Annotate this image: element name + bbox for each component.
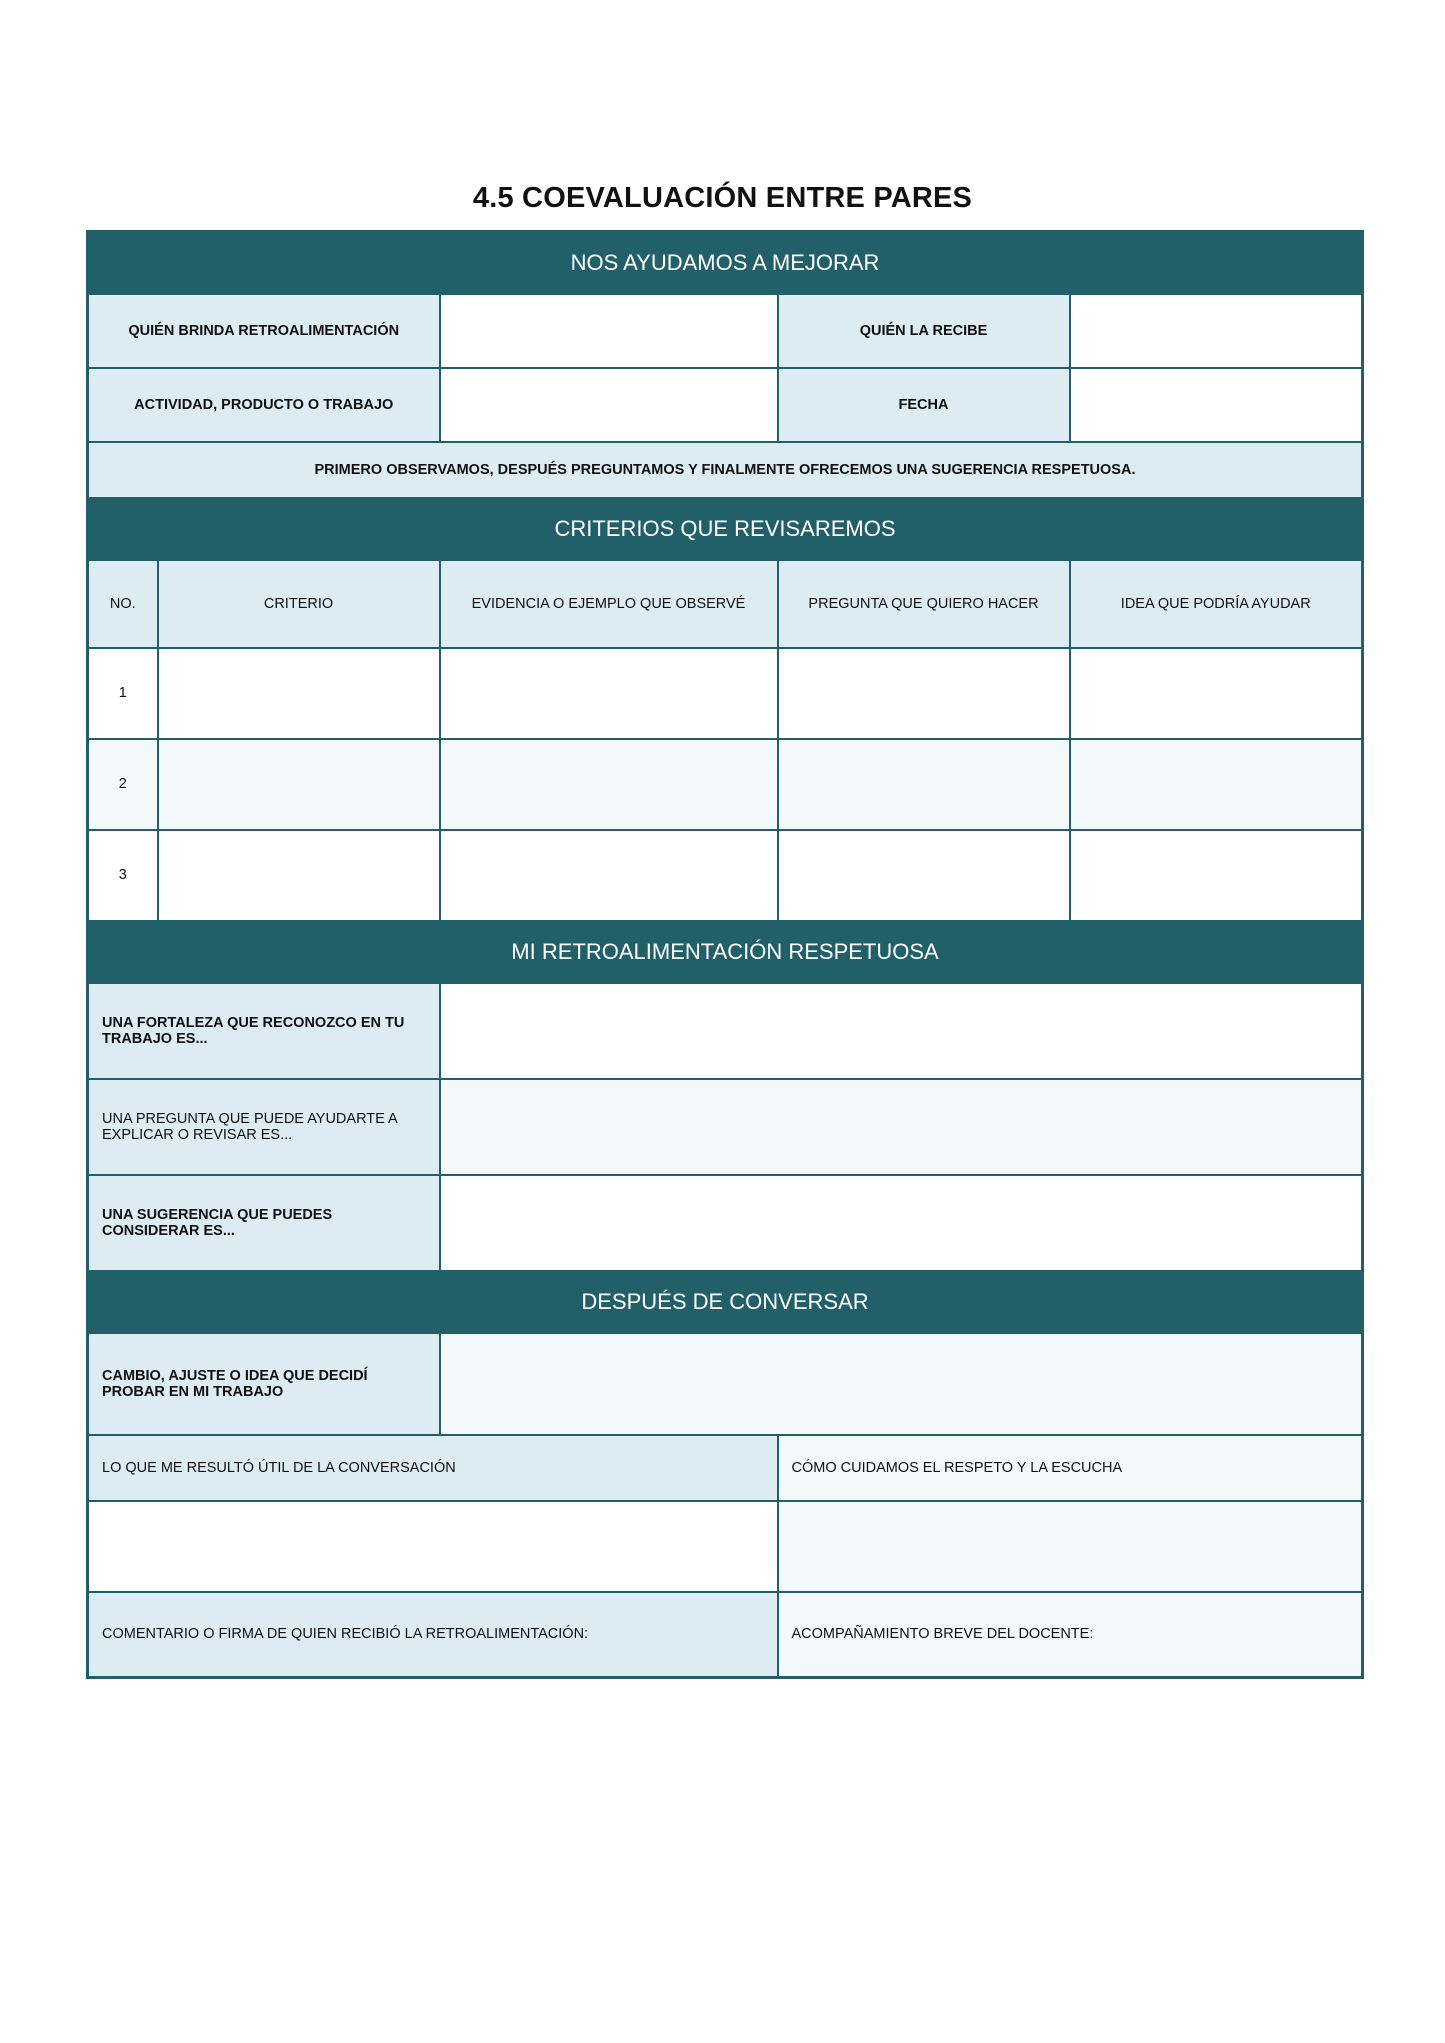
column-header-criterio: CRITERIO: [158, 560, 440, 648]
strength-label: UNA FORTALEZA QUE RECONOZCO EN TU TRABAJO ES...: [88, 983, 440, 1079]
column-header-evidencia: EVIDENCIA O EJEMPLO QUE OBSERVÉ: [440, 560, 778, 648]
idea-cell[interactable]: [1070, 648, 1363, 739]
criterio-cell[interactable]: [158, 739, 440, 830]
strength-field[interactable]: [440, 983, 1363, 1079]
teacher-comment-label[interactable]: ACOMPAÑAMIENTO BREVE DEL DOCENTE:: [778, 1592, 1363, 1678]
suggestion-label: UNA SUGERENCIA QUE PUEDES CONSIDERAR ES...: [88, 1175, 440, 1271]
activity-field[interactable]: [440, 368, 778, 442]
receiver-label: QUIÉN LA RECIBE: [778, 294, 1070, 368]
idea-cell[interactable]: [1070, 739, 1363, 830]
criterio-cell[interactable]: [158, 830, 440, 921]
date-field[interactable]: [1070, 368, 1363, 442]
section-header-despues: DESPUÉS DE CONVERSAR: [88, 1271, 1363, 1333]
giver-field[interactable]: [440, 294, 778, 368]
giver-label: QUIÉN BRINDA RETROALIMENTACIÓN: [88, 294, 440, 368]
section-header-mejorar: NOS AYUDAMOS A MEJORAR: [88, 232, 1363, 294]
comment-signature-label[interactable]: COMENTARIO O FIRMA DE QUIEN RECIBIÓ LA RETROALIMENTACIÓN:: [88, 1592, 778, 1678]
suggestion-field[interactable]: [440, 1175, 1363, 1271]
receiver-field[interactable]: [1070, 294, 1363, 368]
pregunta-cell[interactable]: [778, 648, 1070, 739]
change-field[interactable]: [440, 1333, 1363, 1435]
idea-cell[interactable]: [1070, 830, 1363, 921]
section-header-criterios: CRITERIOS QUE REVISAREMOS: [88, 498, 1363, 560]
pregunta-cell[interactable]: [778, 830, 1070, 921]
activity-label: ACTIVIDAD, PRODUCTO O TRABAJO: [88, 368, 440, 442]
question-field[interactable]: [440, 1079, 1363, 1175]
instruction-text: PRIMERO OBSERVAMOS, DESPUÉS PREGUNTAMOS Y FINALMENTE OFRECEMOS UNA SUGERENCIA RESPETUOSA.: [88, 442, 1363, 498]
column-header-pregunta: PREGUNTA QUE QUIERO HACER: [778, 560, 1070, 648]
row-number: 3: [88, 830, 158, 921]
table-row: [88, 648, 1363, 739]
column-header-idea: IDEA QUE PODRÍA AYUDAR: [1070, 560, 1363, 648]
date-label: FECHA: [778, 368, 1070, 442]
table-row: [88, 739, 1363, 830]
useful-field[interactable]: [88, 1501, 778, 1592]
evidencia-cell[interactable]: [440, 648, 778, 739]
useful-label: LO QUE ME RESULTÓ ÚTIL DE LA CONVERSACIÓN: [88, 1435, 778, 1501]
evidencia-cell[interactable]: [440, 739, 778, 830]
row-number: 2: [88, 739, 158, 830]
page-title: 4.5 COEVALUACIÓN ENTRE PARES: [472, 182, 973, 214]
criterio-cell[interactable]: [158, 648, 440, 739]
row-number: 1: [88, 648, 158, 739]
table-row: [88, 830, 1363, 921]
change-label: CAMBIO, AJUSTE O IDEA QUE DECIDÍ PROBAR EN MI TRABAJO: [88, 1333, 440, 1435]
section-header-retroalimentacion: MI RETROALIMENTACIÓN RESPETUOSA: [88, 921, 1363, 983]
pregunta-cell[interactable]: [778, 739, 1070, 830]
column-header-no: NO.: [88, 560, 158, 648]
evidencia-cell[interactable]: [440, 830, 778, 921]
coevaluation-form: [86, 230, 1364, 1679]
respect-label: CÓMO CUIDAMOS EL RESPETO Y LA ESCUCHA: [778, 1435, 1363, 1501]
respect-field[interactable]: [778, 1501, 1363, 1592]
question-label: UNA PREGUNTA QUE PUEDE AYUDARTE A EXPLICAR O REVISAR ES...: [88, 1079, 440, 1175]
